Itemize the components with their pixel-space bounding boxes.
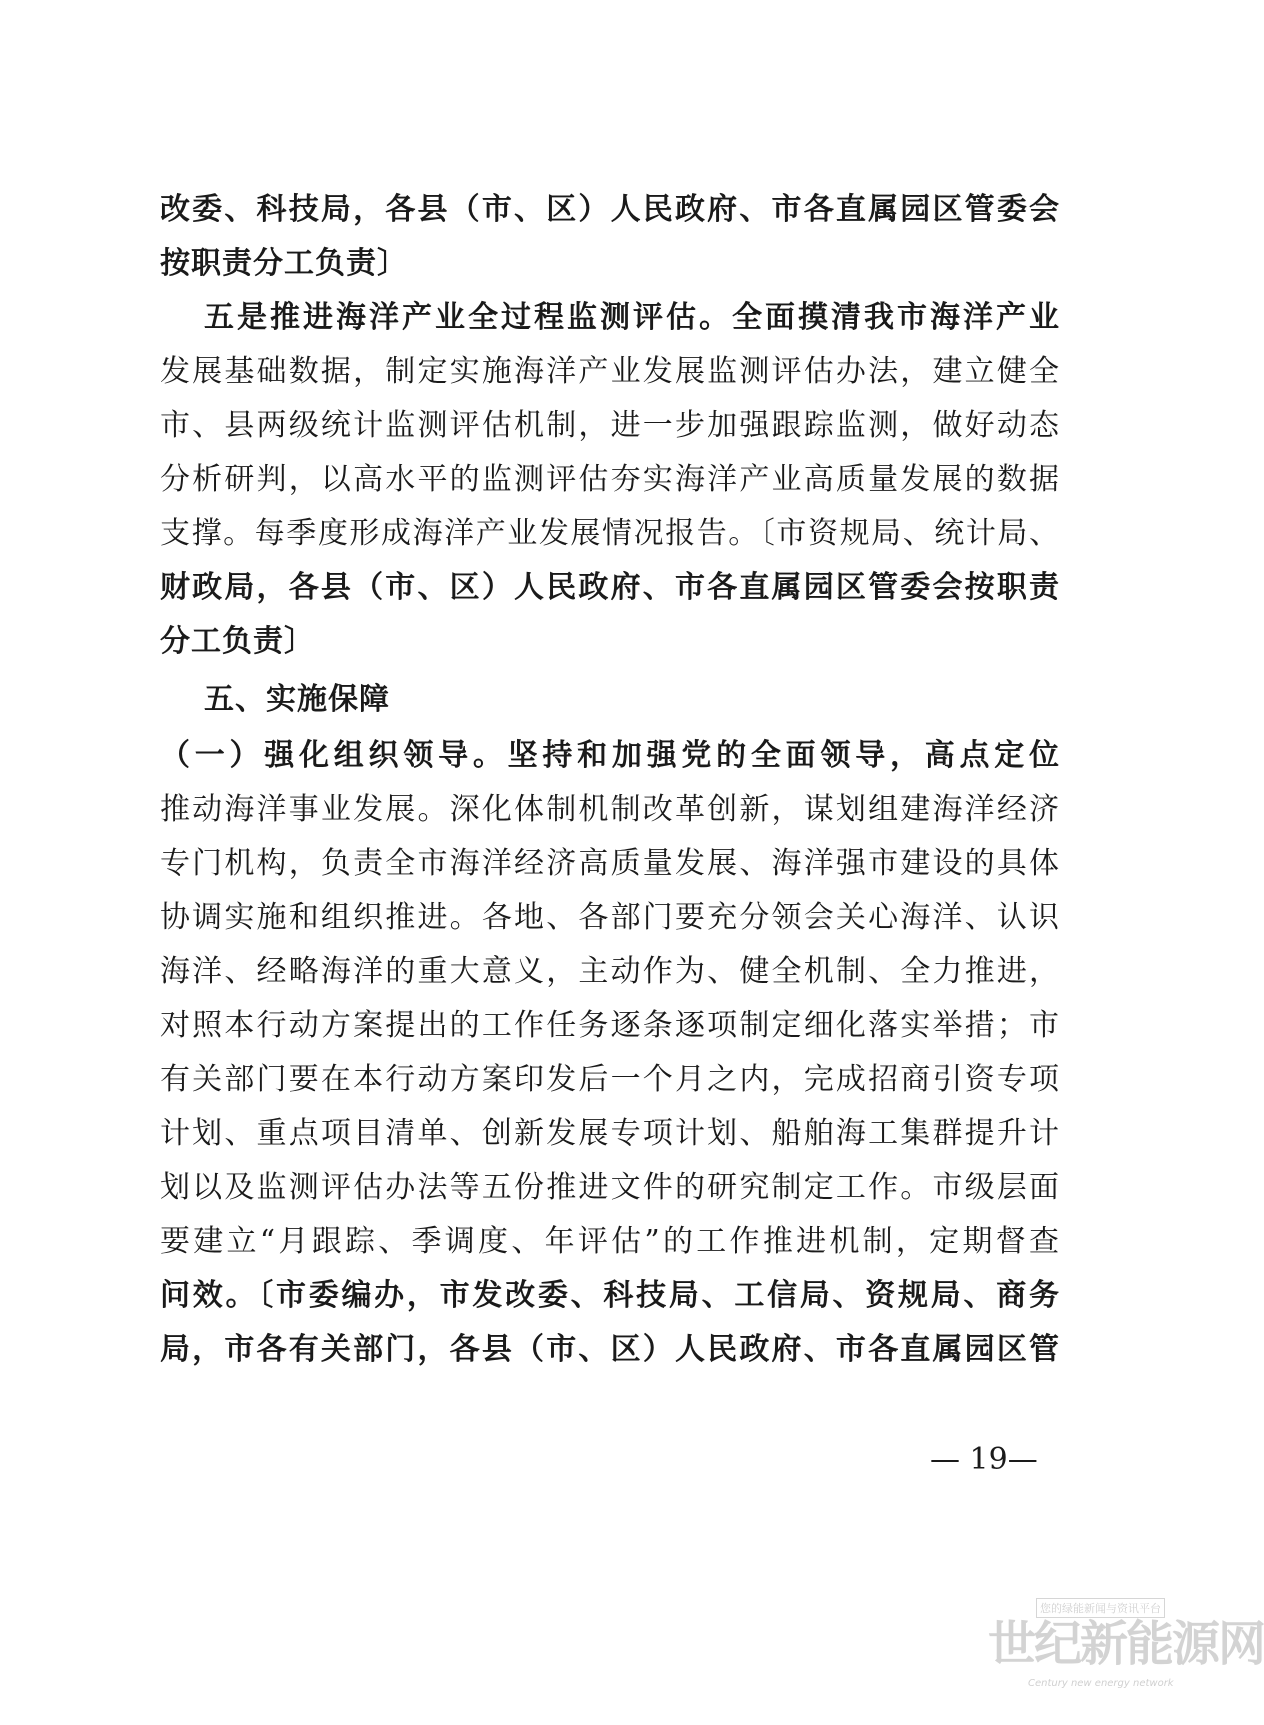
- text-line-16: 对照本行动方案提出的工作任务逐条逐项制定细化落实举措；市: [160, 1008, 1060, 1043]
- page-number: — 19—: [930, 1442, 1038, 1477]
- text-line-13: 专门机构，负责全市海洋经济高质量发展、海洋强市建设的具体: [160, 846, 1060, 881]
- section-heading: 五、实施保障: [204, 682, 390, 717]
- text-line-18: 计划、重点项目清单、创新发展专项计划、船舶海工集群提升计: [160, 1116, 1060, 1151]
- watermark-name: 世纪新能源网: [988, 1616, 1264, 1672]
- text-line-5: 市、县两级统计监测评估机制，进一步加强跟踪监测，做好动态: [160, 408, 1060, 443]
- text-line-17: 有关部门要在本行动方案印发后一个月之内，完成招商引资专项: [160, 1062, 1060, 1097]
- text-line-1: 改委、科技局，各县（市、区）人民政府、市各直属园区管委会: [160, 192, 1060, 227]
- text-line-12: 推动海洋事业发展。深化体制机制改革创新，谋划组建海洋经济: [160, 792, 1060, 827]
- text-line-11: （一）强化组织领导。坚持和加强党的全面领导，高点定位: [160, 738, 1060, 773]
- text-line-4: 发展基础数据，制定实施海洋产业发展监测评估办法，建立健全: [160, 354, 1060, 389]
- text-line-19: 划以及监测评估办法等五份推进文件的研究制定工作。市级层面: [160, 1170, 1060, 1205]
- site-watermark: [988, 1598, 1264, 1708]
- text-line-15: 海洋、经略海洋的重大意义，主动作为、健全机制、全力推进，: [160, 954, 1060, 989]
- text-line-21: 问效。〔市委编办，市发改委、科技局、工信局、资规局、商务: [160, 1278, 1060, 1313]
- watermark-tagline: 您的绿能新闻与资讯平台: [1036, 1598, 1165, 1618]
- text-line-3: 五是推进海洋产业全过程监测评估。全面摸清我市海洋产业: [204, 300, 1060, 335]
- text-line-6: 分析研判，以高水平的监测评估夯实海洋产业高质量发展的数据: [160, 462, 1060, 497]
- text-line-14: 协调实施和组织推进。各地、各部门要充分领会关心海洋、认识: [160, 900, 1060, 935]
- text-line-8: 财政局，各县（市、区）人民政府、市各直属园区管委会按职责: [160, 570, 1060, 605]
- text-line-20: 要建立“月跟踪、季调度、年评估”的工作推进机制，定期督查: [160, 1224, 1060, 1259]
- text-line-7: 支撑。每季度形成海洋产业发展情况报告。〔市资规局、统计局、: [160, 516, 1060, 551]
- text-line-9: 分工负责〕: [160, 624, 315, 659]
- text-line-22: 局，市各有关部门，各县（市、区）人民政府、市各直属园区管: [160, 1332, 1060, 1367]
- watermark-english: Century new energy network: [1028, 1678, 1174, 1689]
- text-line-2: 按职责分工负责〕: [160, 246, 408, 281]
